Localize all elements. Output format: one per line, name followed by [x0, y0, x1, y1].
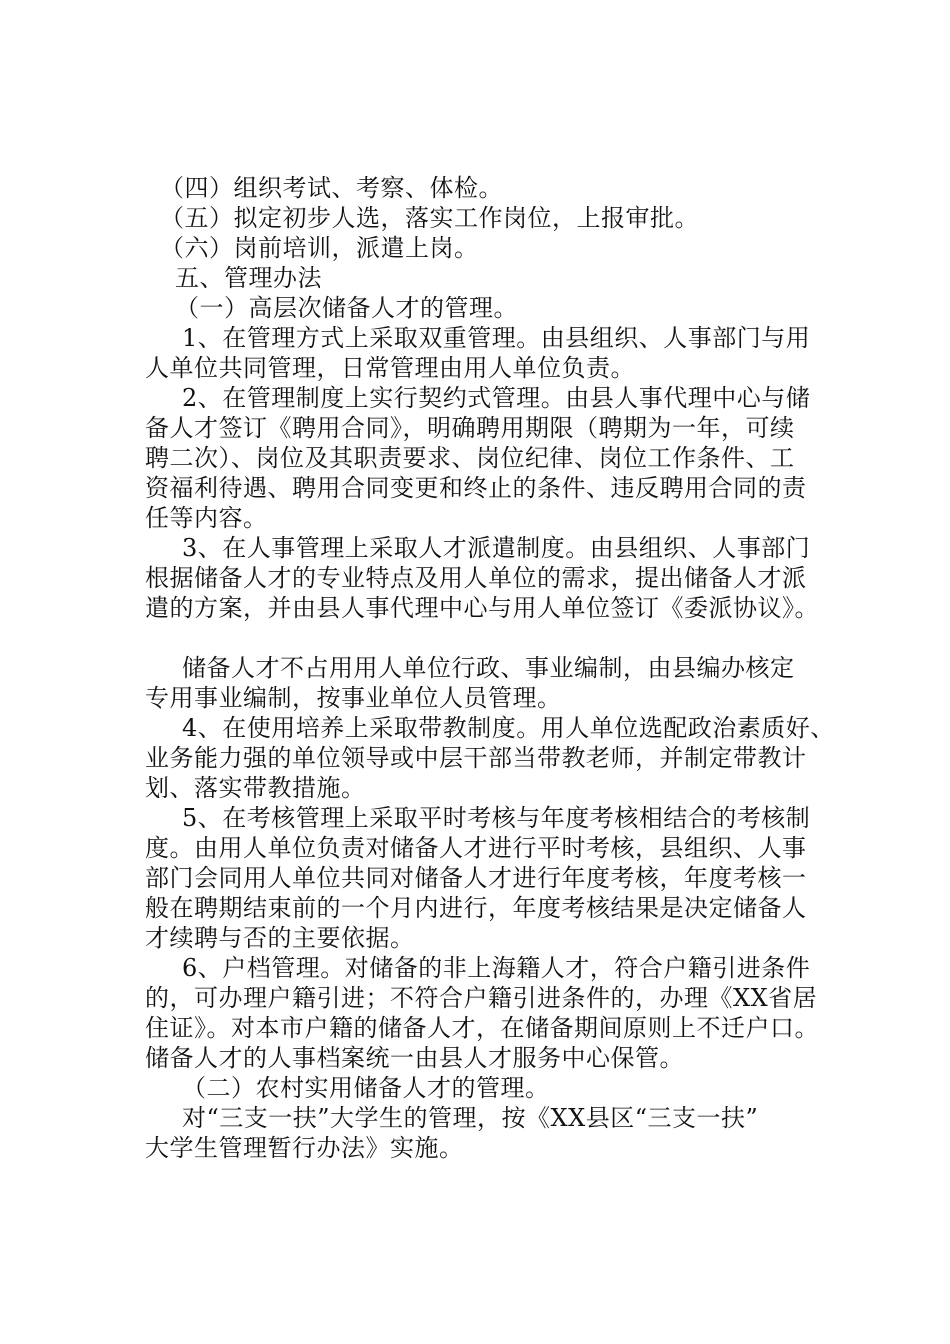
paragraph-line: 部门会同用人单位共同对储备人才进行年度考核，年度考核一: [145, 864, 807, 892]
step-four: （四）组织考试、考察、体检。: [160, 174, 503, 202]
paragraph-line: 度。由用人单位负责对储备人才进行平时考核，县组织、人事: [145, 834, 807, 862]
document-body: [145, 173, 845, 1163]
paragraph-line: 5、在考核管理上采取平时考核与年度考核相结合的考核制: [182, 804, 811, 832]
paragraph-line: 划、落实带教措施。: [145, 774, 366, 802]
paragraph-line: 住证》。对本市户籍的储备人才，在储备期间原则上不迁户口。: [145, 1014, 819, 1042]
subsection-heading-rural: （二）农村实用储备人才的管理。: [182, 1074, 550, 1102]
step-six: （六）岗前培训，派遣上岗。: [160, 234, 479, 262]
paragraph-line: 般在聘期结束前的一个月内进行，年度考核结果是决定储备人: [145, 894, 807, 922]
paragraph-line: 4、在使用培养上采取带教制度。用人单位选配政治素质好、: [182, 714, 835, 742]
paragraph-line: 资福利待遇、聘用合同变更和终止的条件、违反聘用合同的责: [145, 474, 807, 502]
paragraph-line: 业务能力强的单位领导或中层干部当带教老师，并制定带教计: [145, 744, 807, 772]
paragraph-line: 才续聘与否的主要依据。: [145, 924, 415, 952]
step-five: （五）拟定初步人选，落实工作岗位，上报审批。: [160, 204, 699, 232]
paragraph-line: 对“三支一扶”大学生的管理，按《XX县区“三支一扶”: [182, 1104, 759, 1132]
paragraph-line: 人单位共同管理，日常管理由用人单位负责。: [145, 354, 635, 382]
paragraph-line: 2、在管理制度上实行契约式管理。由县人事代理中心与储: [182, 384, 811, 412]
section-heading-management: 五、管理办法: [175, 264, 322, 292]
paragraph-line: 1、在管理方式上采取双重管理。由县组织、人事部门与用: [182, 324, 811, 352]
paragraph-line: 专用事业编制，按事业单位人员管理。: [145, 684, 562, 712]
paragraph-line: 遣的方案，并由县人事代理中心与用人单位签订《委派协议》。: [145, 594, 819, 622]
paragraph-line: 备人才签订《聘用合同》，明确聘用期限（聘期为一年，可续: [145, 414, 795, 442]
subsection-heading-high-level: （一）高层次储备人才的管理。: [175, 294, 518, 322]
paragraph-line: 任等内容。: [145, 504, 268, 532]
paragraph-line: 根据储备人才的专业特点及用人单位的需求，提出储备人才派: [145, 564, 807, 592]
paragraph-line: 6、户档管理。对储备的非上海籍人才，符合户籍引进条件: [182, 954, 811, 982]
paragraph-line: 储备人才的人事档案统一由县人才服务中心保管。: [145, 1044, 684, 1072]
paragraph-line: 的，可办理户籍引进；不符合户籍引进条件的，办理《XX省居: [145, 984, 818, 1012]
paragraph-line: 储备人才不占用用人单位行政、事业编制，由县编办核定: [182, 654, 795, 682]
blank-line: [145, 623, 845, 653]
paragraph-line: 大学生管理暂行办法》实施。: [145, 1134, 464, 1162]
paragraph-line: 3、在人事管理上采取人才派遣制度。由县组织、人事部门: [182, 534, 811, 562]
paragraph-line: 聘二次）、岗位及其职责要求、岗位纪律、岗位工作条件、工: [145, 444, 795, 472]
